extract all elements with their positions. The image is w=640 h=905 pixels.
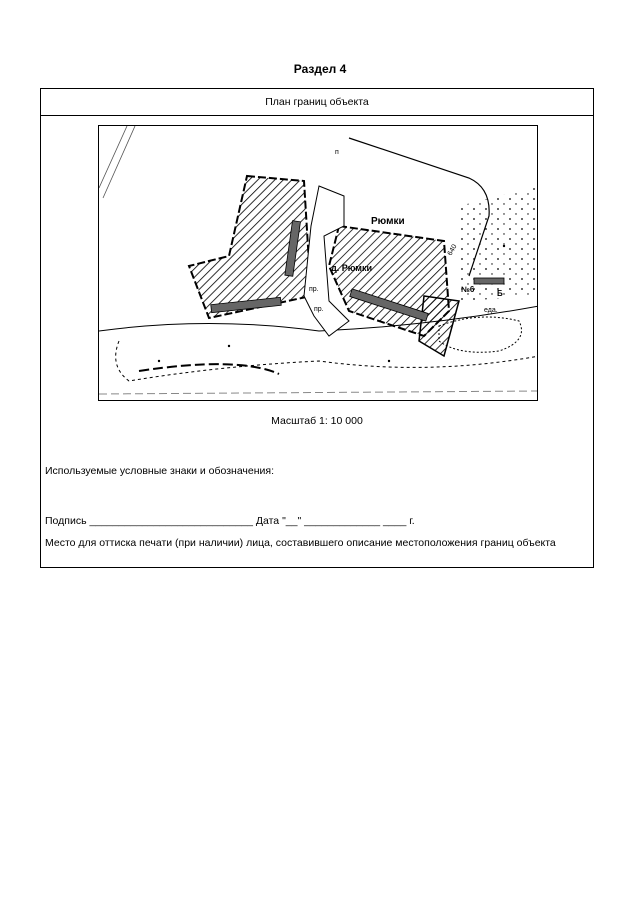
map-scale: Масштаб 1: 10 000 [271, 415, 363, 427]
map-mark: пр. [314, 306, 324, 313]
stamp-place: Место для оттиска печати (при наличии) лица, составившего описание местоположения границ объекта [45, 537, 556, 549]
section-title: Раздел 4 [293, 62, 347, 76]
map-line [103, 126, 135, 198]
map-mark: еда. [484, 307, 498, 314]
village-label: Рюмки [371, 216, 405, 227]
boundary-plan-form [40, 88, 594, 568]
map-mark: №6 [461, 285, 475, 294]
map-mark: п [335, 149, 339, 156]
map-mark: пр. [309, 286, 319, 293]
boundary-dash [139, 364, 279, 374]
hatched-parcel-south [419, 296, 459, 356]
map-line [99, 126, 127, 188]
river-bank [116, 341, 538, 381]
building-strip [474, 278, 504, 284]
legend-label: Используемые условные знаки и обозначения: [45, 465, 275, 477]
map-mark: Б [497, 289, 503, 298]
map-mark: 640 [446, 243, 459, 257]
form-header: План границ объекта [41, 89, 593, 116]
map-line [99, 391, 538, 394]
village-sub-label: д. Рюмки [331, 263, 372, 273]
signature-line: Подпись ____________________________ Дата "__" _____________ ____ г. [45, 515, 415, 527]
boundary-map [98, 125, 538, 401]
